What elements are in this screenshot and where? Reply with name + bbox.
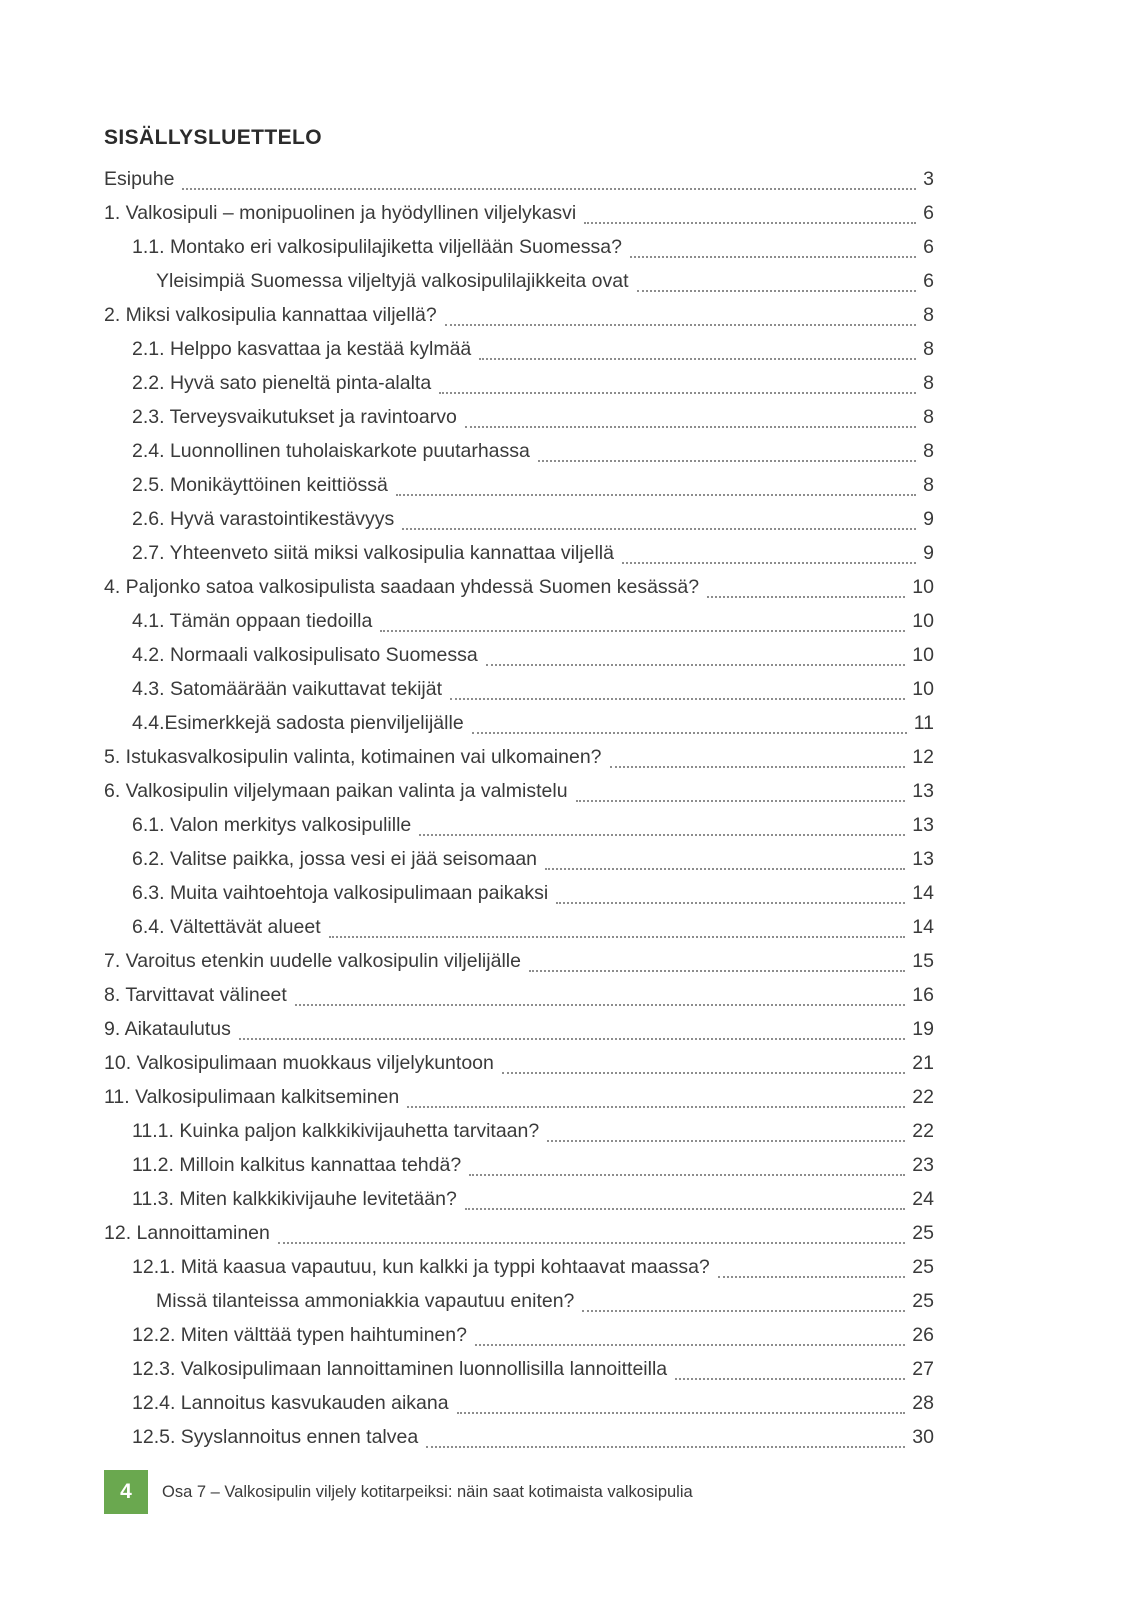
toc-entry-label: 4.2. Normaali valkosipulisato Suomessa (132, 644, 478, 666)
toc-entry-page: 16 (912, 984, 934, 1006)
toc-entry[interactable] (132, 1148, 934, 1182)
toc-container (104, 126, 934, 1454)
toc-entry-label: 9. Aikataulutus (104, 1018, 231, 1040)
toc-entry-page: 10 (912, 576, 934, 598)
toc-leader-dots (582, 1310, 905, 1312)
toc-entry[interactable] (132, 1352, 934, 1386)
toc-entry-page: 26 (912, 1324, 934, 1346)
toc-leader-dots (439, 392, 916, 394)
toc-entry-page: 8 (923, 372, 934, 394)
toc-entry[interactable] (156, 264, 934, 298)
toc-leader-dots (472, 732, 907, 734)
toc-entry-label: 12.2. Miten välttää typen haihtuminen? (132, 1324, 467, 1346)
toc-entry-page: 10 (912, 678, 934, 700)
toc-entry-page: 13 (912, 848, 934, 870)
toc-entry[interactable] (132, 230, 934, 264)
toc-entry[interactable] (132, 332, 934, 366)
toc-entry-label: Missä tilanteissa ammoniakkia vapautuu eniten? (156, 1290, 575, 1312)
toc-leader-dots (402, 528, 916, 530)
toc-entry-page: 12 (912, 746, 934, 768)
toc-entry-label: 4.1. Tämän oppaan tiedoilla (132, 610, 373, 632)
toc-entry-page: 28 (912, 1392, 934, 1414)
toc-leader-dots (479, 358, 916, 360)
toc-entry-page: 10 (912, 610, 934, 632)
toc-entry-label: 12.5. Syyslannoitus ennen talvea (132, 1426, 419, 1448)
toc-entry-page: 6 (923, 236, 934, 258)
toc-entry-page: 3 (923, 168, 934, 190)
toc-entry[interactable] (132, 1386, 934, 1420)
toc-entry-label: 4.3. Satomäärään vaikuttavat tekijät (132, 678, 443, 700)
toc-entry-label: 12. Lannoittaminen (104, 1222, 270, 1244)
toc-entry-label: 11.2. Milloin kalkitus kannattaa tehdä? (132, 1154, 462, 1176)
toc-entry-page: 6 (923, 270, 934, 292)
toc-entry-page: 8 (923, 304, 934, 326)
toc-entry[interactable] (132, 604, 934, 638)
toc-entry-page: 23 (912, 1154, 934, 1176)
toc-leader-dots (465, 1208, 905, 1210)
toc-entry-label: 10. Valkosipulimaan muokkaus viljelykuntoon (104, 1052, 494, 1074)
toc-entry-label: 11. Valkosipulimaan kalkitseminen (104, 1086, 400, 1108)
toc-entry-page: 14 (912, 882, 934, 904)
toc-entry-label: 6. Valkosipulin viljelymaan paikan valinta ja valmistelu (104, 780, 568, 802)
toc-entry-label: 2. Miksi valkosipulia kannattaa viljellä? (104, 304, 437, 326)
toc-leader-dots (538, 460, 916, 462)
toc-leader-dots (610, 766, 906, 768)
page-title: SISÄLLYSLUETTELO (104, 126, 322, 149)
toc-entry-page: 15 (912, 950, 934, 972)
toc-entry-page: 8 (923, 474, 934, 496)
toc-entry-label: 6.1. Valon merkitys valkosipulille (132, 814, 412, 836)
toc-entry-label: 1.1. Montako eri valkosipulilajiketta viljellään Suomessa? (132, 236, 622, 258)
toc-entry[interactable] (132, 400, 934, 434)
toc-leader-dots (718, 1276, 906, 1278)
toc-entry-label: 5. Istukasvalkosipulin valinta, kotimainen vai ulkomainen? (104, 746, 602, 768)
toc-entry-page: 8 (923, 338, 934, 360)
toc-entry-page: 11 (913, 712, 934, 734)
toc-entry-label: 2.6. Hyvä varastointikestävyys (132, 508, 395, 530)
toc-entry[interactable] (132, 672, 934, 706)
toc-entry-page: 10 (912, 644, 934, 666)
toc-entry-label: 2.4. Luonnollinen tuholaiskarkote puutarhassa (132, 440, 530, 462)
toc-entry[interactable] (132, 1420, 934, 1454)
toc-entry-label: 4.4.Esimerkkejä sadosta pienviljelijälle (132, 712, 464, 734)
toc-entry-label: Esipuhe (104, 168, 175, 190)
toc-entry-label: 11.1. Kuinka paljon kalkkikivijauhetta tarvitaan? (132, 1120, 540, 1142)
toc-entry-label: 6.4. Vältettävät alueet (132, 916, 321, 938)
toc-entry-label: 11.3. Miten kalkkikivijauhe levitetään? (132, 1188, 457, 1210)
toc-leader-dots (426, 1446, 905, 1448)
toc-entry[interactable] (104, 570, 934, 604)
toc-entry-page: 25 (912, 1290, 934, 1312)
toc-entry[interactable] (132, 1318, 934, 1352)
toc-entry-page: 25 (912, 1256, 934, 1278)
toc-leader-dots (584, 222, 916, 224)
toc-entry-label: 2.5. Monikäyttöinen keittiössä (132, 474, 388, 496)
toc-entry[interactable] (132, 468, 934, 502)
toc-entry-page: 19 (912, 1018, 934, 1040)
toc-entry-page: 13 (912, 780, 934, 802)
toc-entry-label: 2.7. Yhteenveto siitä miksi valkosipulia kannattaa viljellä (132, 542, 614, 564)
toc-leader-dots (295, 1004, 905, 1006)
toc-entry-page: 30 (912, 1426, 934, 1448)
toc-entry-label: 2.3. Terveysvaikutukset ja ravintoarvo (132, 406, 457, 428)
toc-entry-label: 2.2. Hyvä sato pieneltä pinta-alalta (132, 372, 432, 394)
toc-entry[interactable] (104, 1216, 934, 1250)
toc-entry-page: 22 (912, 1086, 934, 1108)
toc-entry-label: Yleisimpiä Suomessa viljeltyjä valkosipulilajikkeita ovat (156, 270, 629, 292)
toc-leader-dots (380, 630, 905, 632)
toc-entry-label: 7. Varoitus etenkin uudelle valkosipulin viljelijälle (104, 950, 521, 972)
toc-leader-dots (182, 188, 916, 190)
toc-leader-dots (329, 936, 906, 938)
page-number-badge: 4 (104, 1470, 148, 1514)
toc-leader-dots (486, 664, 906, 666)
toc-leader-dots (450, 698, 905, 700)
toc-leader-dots (630, 256, 916, 258)
toc-leader-dots (465, 426, 916, 428)
toc-leader-dots (457, 1412, 906, 1414)
footer-text: Osa 7 – Valkosipulin viljely kotitarpeiksi: näin saat kotimaista valkosipulia (162, 1482, 693, 1501)
toc-entry[interactable] (132, 808, 934, 842)
toc-leader-dots (407, 1106, 905, 1108)
toc-entry-label: 12.1. Mitä kaasua vapautuu, kun kalkki ja typpi kohtaavat maassa? (132, 1256, 710, 1278)
toc-entry[interactable] (132, 842, 934, 876)
toc-entry[interactable] (132, 1114, 934, 1148)
toc-entry-label: 4. Paljonko satoa valkosipulista saadaan yhdessä Suomen kesässä? (104, 576, 700, 598)
toc-entry[interactable] (104, 298, 934, 332)
toc-entry[interactable] (104, 1046, 934, 1080)
toc-entry[interactable] (104, 740, 934, 774)
toc-entry[interactable] (104, 978, 934, 1012)
toc-entry[interactable] (132, 706, 934, 740)
toc-entry[interactable] (132, 366, 934, 400)
toc-leader-dots (576, 800, 906, 802)
toc-entry-page: 9 (923, 542, 934, 564)
toc-leader-dots (547, 1140, 905, 1142)
toc-entry-label: 12.3. Valkosipulimaan lannoittaminen luonnollisilla lannoitteilla (132, 1358, 668, 1380)
toc-entry[interactable] (104, 1080, 934, 1114)
toc-leader-dots (622, 562, 916, 564)
toc-leader-dots (396, 494, 916, 496)
toc-entry-page: 13 (912, 814, 934, 836)
toc-leader-dots (545, 868, 905, 870)
toc-entry-page: 8 (923, 440, 934, 462)
toc-leader-dots (637, 290, 917, 292)
toc-entry[interactable] (132, 536, 934, 570)
toc-leader-dots (278, 1242, 905, 1244)
toc-entry[interactable] (156, 1284, 934, 1318)
toc-entry-label: 1. Valkosipuli – monipuolinen ja hyödyllinen viljelykasvi (104, 202, 577, 224)
toc-leader-dots (469, 1174, 905, 1176)
toc-entry-page: 6 (923, 202, 934, 224)
toc-entry-page: 25 (912, 1222, 934, 1244)
toc-entry[interactable] (132, 434, 934, 468)
toc-leader-dots (445, 324, 916, 326)
toc-entry-label: 8. Tarvittavat välineet (104, 984, 287, 1006)
page-footer (104, 1470, 693, 1514)
toc-entry[interactable] (104, 774, 934, 808)
toc-entry-label: 6.2. Valitse paikka, jossa vesi ei jää seisomaan (132, 848, 538, 870)
toc-entry[interactable] (132, 876, 934, 910)
toc-entry-page: 8 (923, 406, 934, 428)
toc-entry-page: 24 (912, 1188, 934, 1210)
toc-entry-label: 2.1. Helppo kasvattaa ja kestää kylmää (132, 338, 472, 360)
toc-entry[interactable] (104, 944, 934, 978)
toc-entry-page: 21 (912, 1052, 934, 1074)
toc-leader-dots (502, 1072, 905, 1074)
toc-entry[interactable] (132, 638, 934, 672)
toc-leader-dots (675, 1378, 905, 1380)
toc-list (104, 162, 934, 1454)
toc-entry-page: 27 (912, 1358, 934, 1380)
toc-leader-dots (419, 834, 905, 836)
toc-entry[interactable] (132, 502, 934, 536)
toc-entry[interactable] (104, 196, 934, 230)
toc-entry[interactable] (132, 910, 934, 944)
toc-entry-label: 12.4. Lannoitus kasvukauden aikana (132, 1392, 449, 1414)
toc-leader-dots (239, 1038, 905, 1040)
toc-leader-dots (475, 1344, 905, 1346)
toc-leader-dots (556, 902, 905, 904)
toc-entry-label: 6.3. Muita vaihtoehtoja valkosipulimaan paikaksi (132, 882, 549, 904)
toc-entry[interactable] (104, 162, 934, 196)
toc-entry[interactable] (104, 1012, 934, 1046)
toc-entry-page: 9 (923, 508, 934, 530)
toc-leader-dots (707, 596, 905, 598)
toc-entry[interactable] (132, 1250, 934, 1284)
toc-entry-page: 14 (912, 916, 934, 938)
toc-entry[interactable] (132, 1182, 934, 1216)
toc-leader-dots (529, 970, 905, 972)
toc-entry-page: 22 (912, 1120, 934, 1142)
